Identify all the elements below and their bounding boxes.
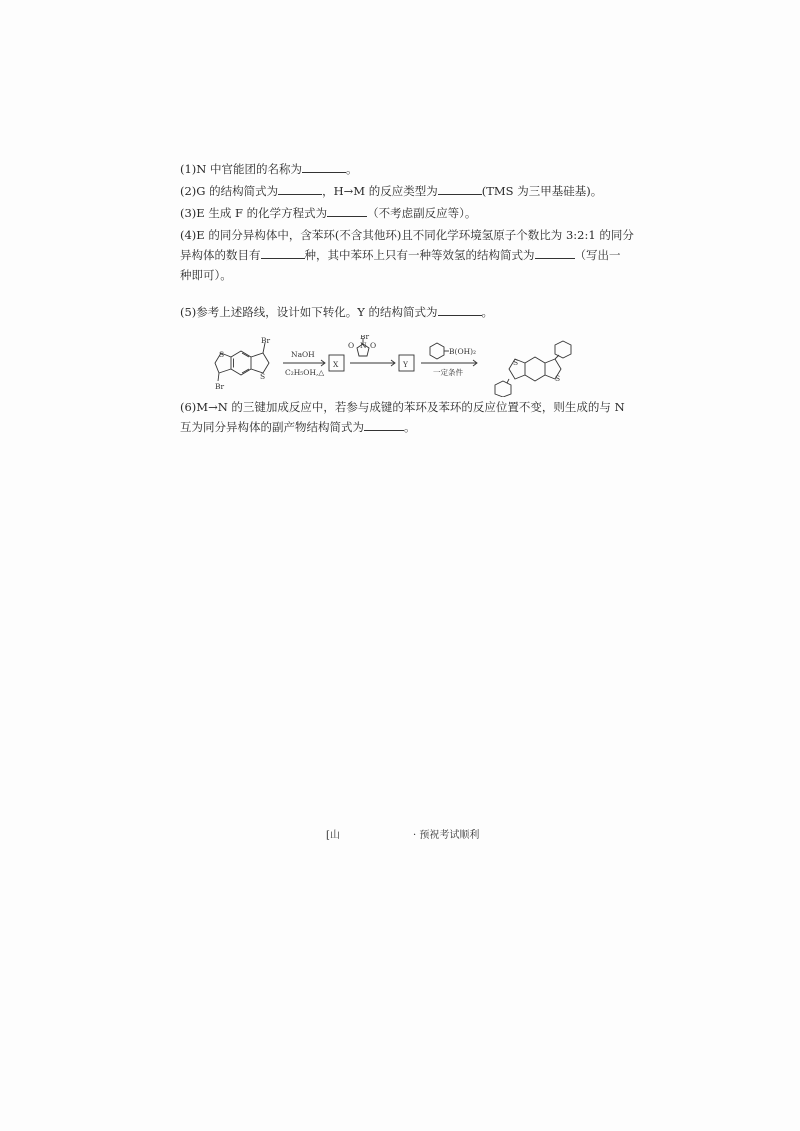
reagent-boronic-acid: B(OH)₂ <box>449 347 477 356</box>
question-4 <box>180 225 634 285</box>
answer-blank <box>302 160 346 173</box>
answer-blank <box>278 182 322 195</box>
q6-end: 。 <box>404 420 416 434</box>
product-phenyl-bottom <box>495 381 511 397</box>
nbs-n-label: N <box>360 341 367 350</box>
q2-part3: (TMS 为三甲基硅基)。 <box>481 184 603 198</box>
q4-line2b: 种，其中苯环上只有一种等效氢的结构简式为 <box>304 248 535 262</box>
reagent-ethanol-heat: C₂H₅OH,△ <box>285 368 325 377</box>
s-label-left: S <box>219 350 225 359</box>
q4-line1: (4)E 的同分异构体中，含苯环(不含其他环)且不同化学环境氢原子个数比为 3:2:1 的同分 <box>180 228 634 242</box>
br-label-top: Br <box>261 336 271 345</box>
product-phenyl-top <box>555 341 571 358</box>
answer-blank <box>535 246 575 259</box>
nbs-o-label-right: O <box>370 341 377 350</box>
box-x-label: X <box>333 360 339 369</box>
product-s-label-right: S <box>555 374 561 383</box>
nbs-o-label-left: O <box>348 341 355 350</box>
q4-line2c: （写出一 <box>574 248 621 262</box>
question-1 <box>180 159 358 179</box>
q4-line2a: 异构体的数目有 <box>180 248 261 262</box>
product-core-ring <box>525 357 545 381</box>
benzene-ring <box>231 351 251 375</box>
phenyl-ring <box>430 343 444 359</box>
question-3 <box>180 203 476 223</box>
q1-text: (1)N 中官能团的名称为 <box>180 162 303 176</box>
product-s-label-left: S <box>513 358 519 367</box>
answer-blank <box>327 204 367 217</box>
q2-part2: ，H→M 的反应类型为 <box>322 184 438 198</box>
box-y-label: Y <box>403 360 408 369</box>
q4-line3: 种即可）。 <box>180 268 232 282</box>
q6-line2 <box>180 417 625 437</box>
q6-line2-text: 互为同分异构体的副产物结构简式为 <box>180 420 364 434</box>
question-2 <box>180 181 602 201</box>
question-6 <box>180 397 625 437</box>
answer-blank <box>438 182 482 195</box>
answer-blank <box>438 303 482 316</box>
answer-blank <box>364 418 404 431</box>
q3-part1: (3)E 生成 F 的化学方程式为 <box>180 206 328 220</box>
reagent-conditions: 一定条件 <box>433 368 463 377</box>
br-label-bottom: Br <box>215 382 225 391</box>
question-5 <box>180 302 493 322</box>
nbs-br-label: Br <box>360 335 370 341</box>
q3-part2: （不考虑副反应等）。 <box>367 206 477 220</box>
reaction-scheme <box>205 335 625 397</box>
q4-line2 <box>180 245 634 265</box>
footer-right: · 预祝考试顺利 <box>413 830 480 841</box>
right-ring <box>251 353 269 373</box>
q1-end: 。 <box>346 162 358 176</box>
reagent-naoh: NaOH <box>291 350 315 359</box>
q6-line1: (6)M→N 的三键加成反应中，若参与成键的苯环及苯环的反应位置不变，则生成的与 N <box>180 400 625 414</box>
q2-part1: (2)G 的结构简式为 <box>180 184 279 198</box>
footer-left: [山 <box>326 830 340 841</box>
answer-blank <box>261 246 305 259</box>
s-label-right: S <box>260 372 266 381</box>
q5-end: 。 <box>481 305 494 319</box>
q5-text: (5)参考上述路线，设计如下转化。Y 的结构简式为 <box>180 305 438 319</box>
